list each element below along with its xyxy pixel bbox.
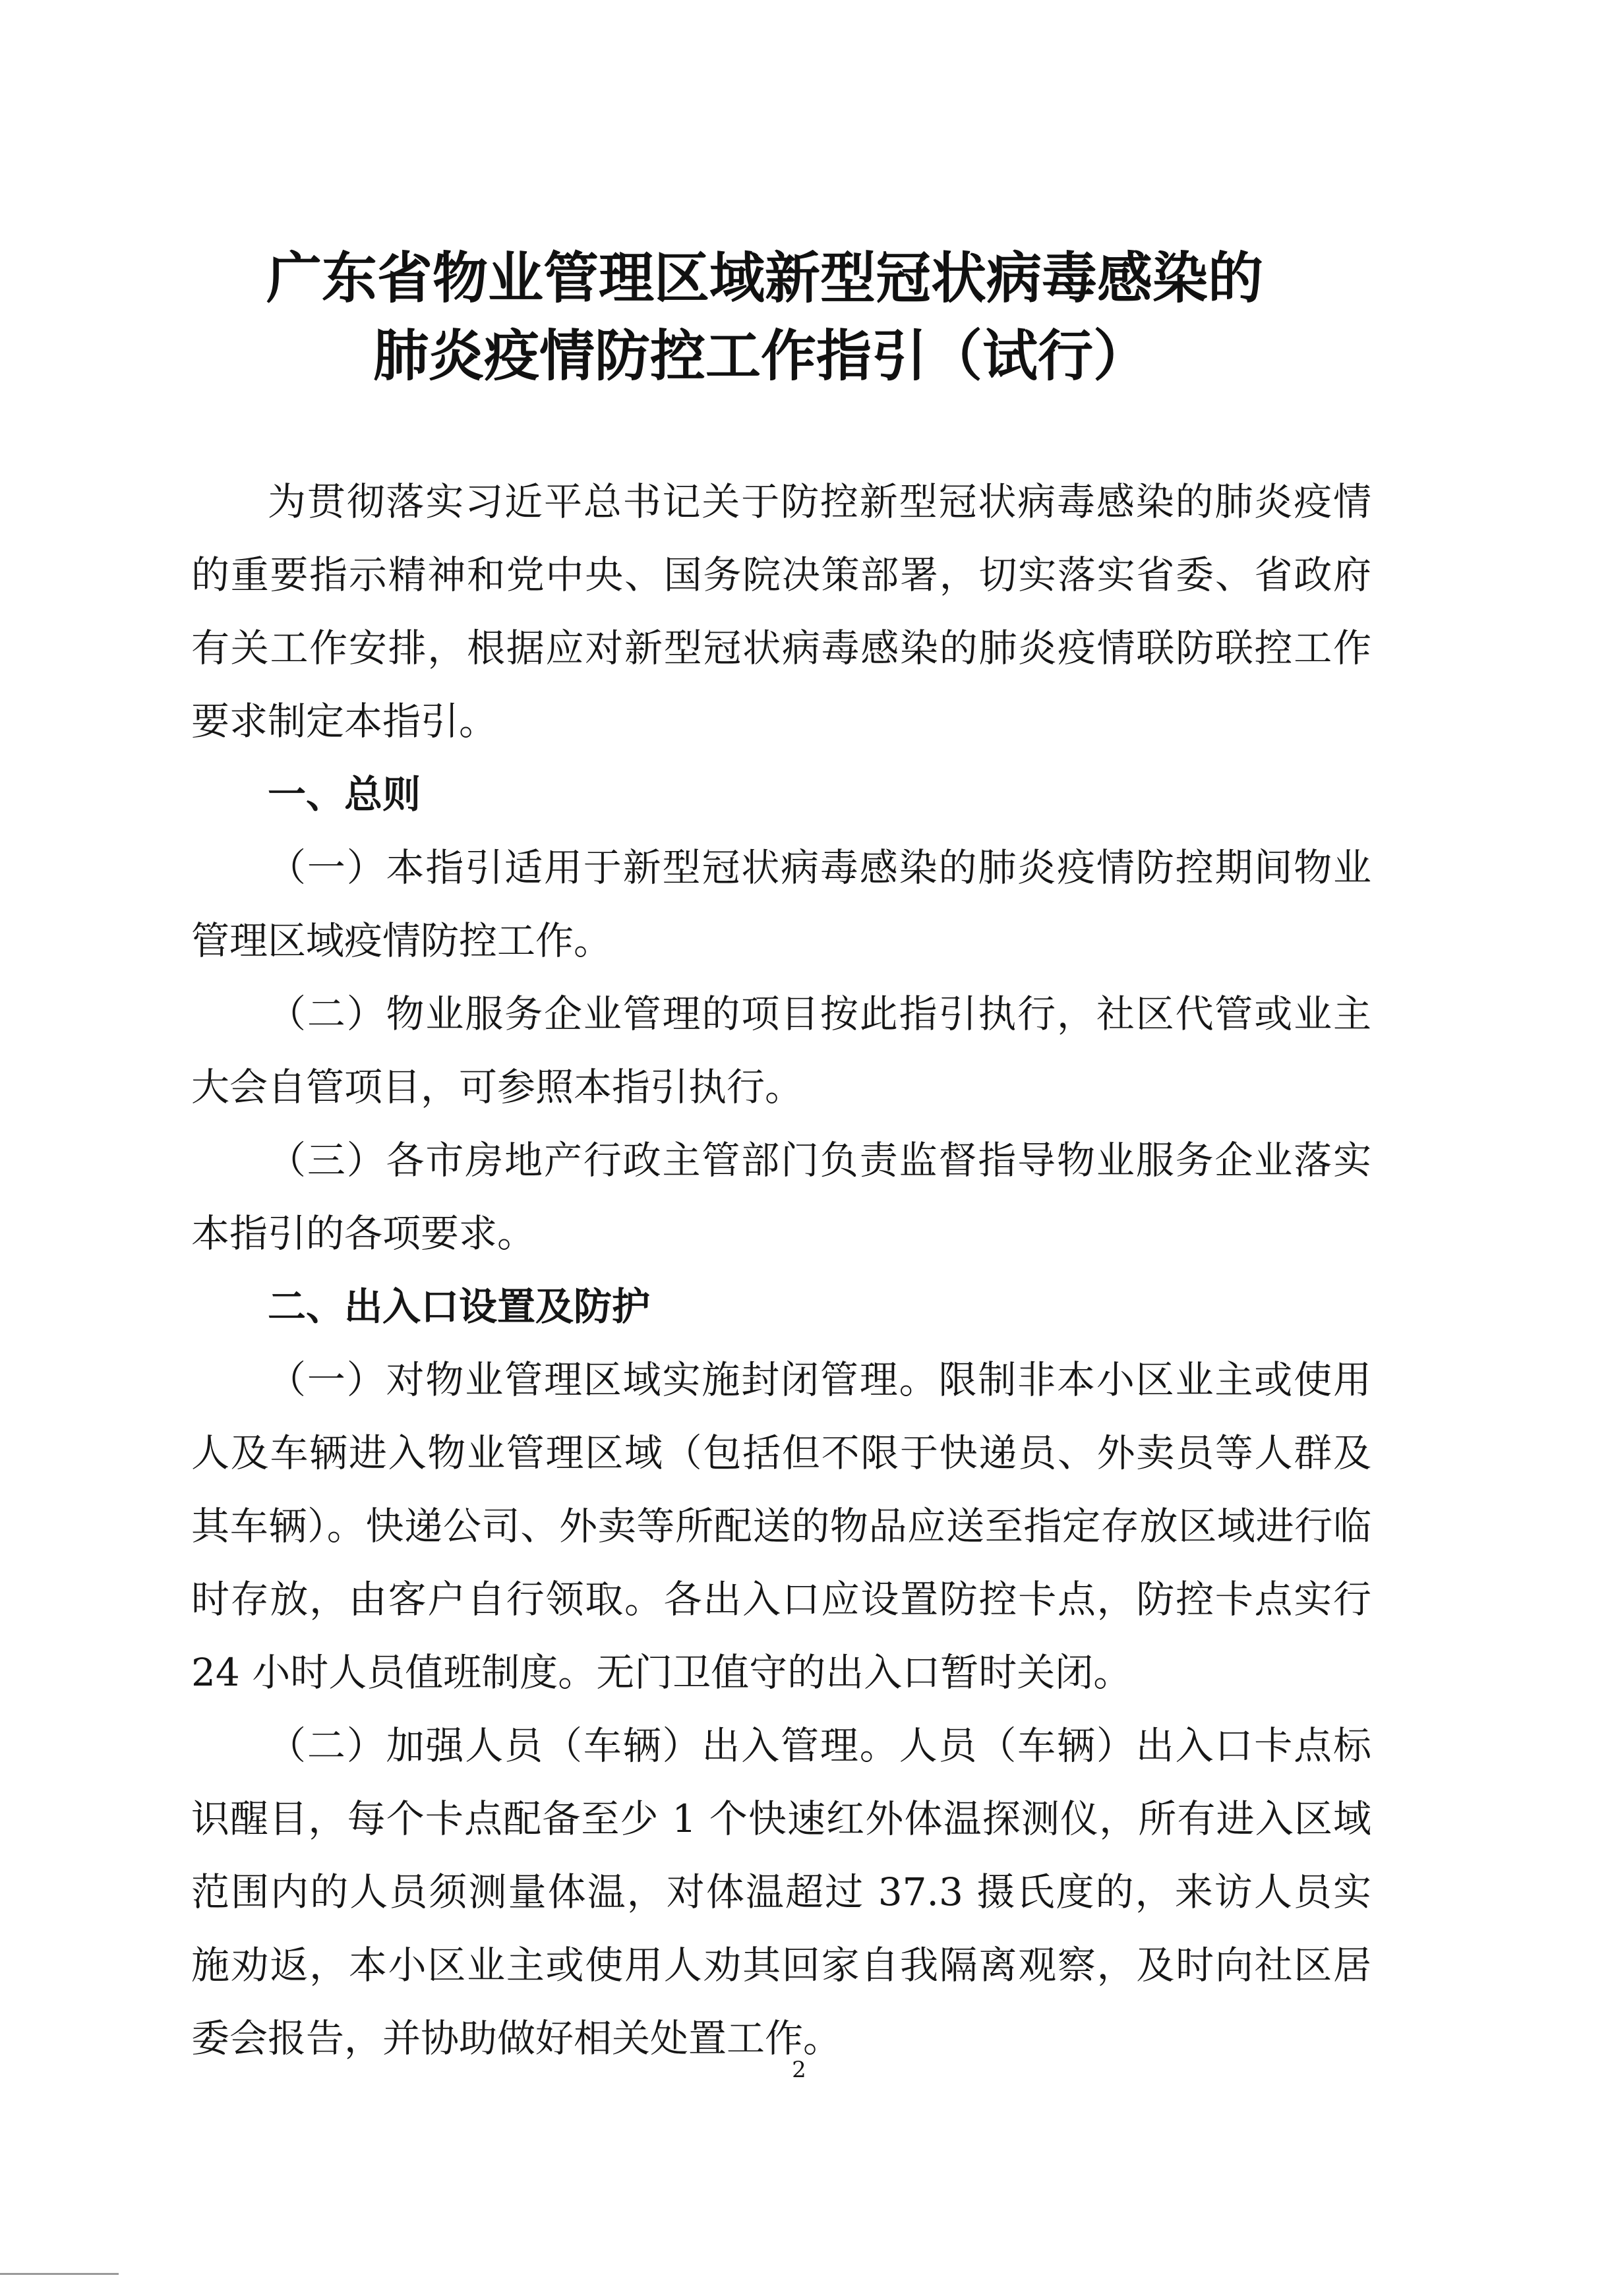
section-heading-entrances: 二、出入口设置及防护: [268, 1284, 651, 1329]
page-number: 2: [792, 2057, 806, 2083]
section-heading-general: 一、总则: [268, 772, 421, 817]
document-title-line-1: 广东省物业管理区域新型冠状病毒感染的: [266, 246, 1264, 310]
scan-edge-line: [0, 2273, 119, 2275]
intro-paragraph: 为贯彻落实习近平总书记关于防控新型冠状病毒感染的肺炎疫情的重要指示精神和党中央、国务院决策部署，切实落实省委、省政府有关工作安排，根据应对新型冠状病毒感染的肺炎疫情联防联控工作要求制定本指引。: [191, 479, 1371, 744]
document-title-line-2: 肺炎疫情防控工作指引（试行）: [373, 324, 1149, 388]
section-2-paragraph-1: （一）对物业管理区域实施封闭管理。限制非本小区业主或使用人及车辆进入物业管理区域（包括但不限于快递员、外卖员等人群及其车辆）。快递公司、外卖等所配送的物品应送至指定存放区域进行临时存放，由客户自行领取。各出入口应设置防控卡点，防控卡点实行 24 小时人员值班制度。无门卫值守的出入口暂时关闭。: [191, 1357, 1371, 1695]
section-1-paragraph-2: （二）物业服务企业管理的项目按此指引执行，社区代管或业主大会自管项目，可参照本指引执行。: [191, 991, 1371, 1109]
section-1-paragraph-3: （三）各市房地产行政主管部门负责监督指导物业服务企业落实本指引的各项要求。: [191, 1138, 1371, 1256]
section-2-paragraph-2: （二）加强人员（车辆）出入管理。人员（车辆）出入口卡点标识醒目，每个卡点配备至少 1 个快速红外体温探测仪，所有进入区域范围内的人员须测量体温，对体温超过 37.3 摄氏度的，来访人员实施劝返，本小区业主或使用人劝其回家自我隔离观察，及时向社区居委会报告，并协助做好相关处置工作。: [191, 1723, 1371, 2061]
section-1-paragraph-1: （一）本指引适用于新型冠状病毒感染的肺炎疫情防控期间物业管理区域疫情防控工作。: [191, 845, 1371, 963]
